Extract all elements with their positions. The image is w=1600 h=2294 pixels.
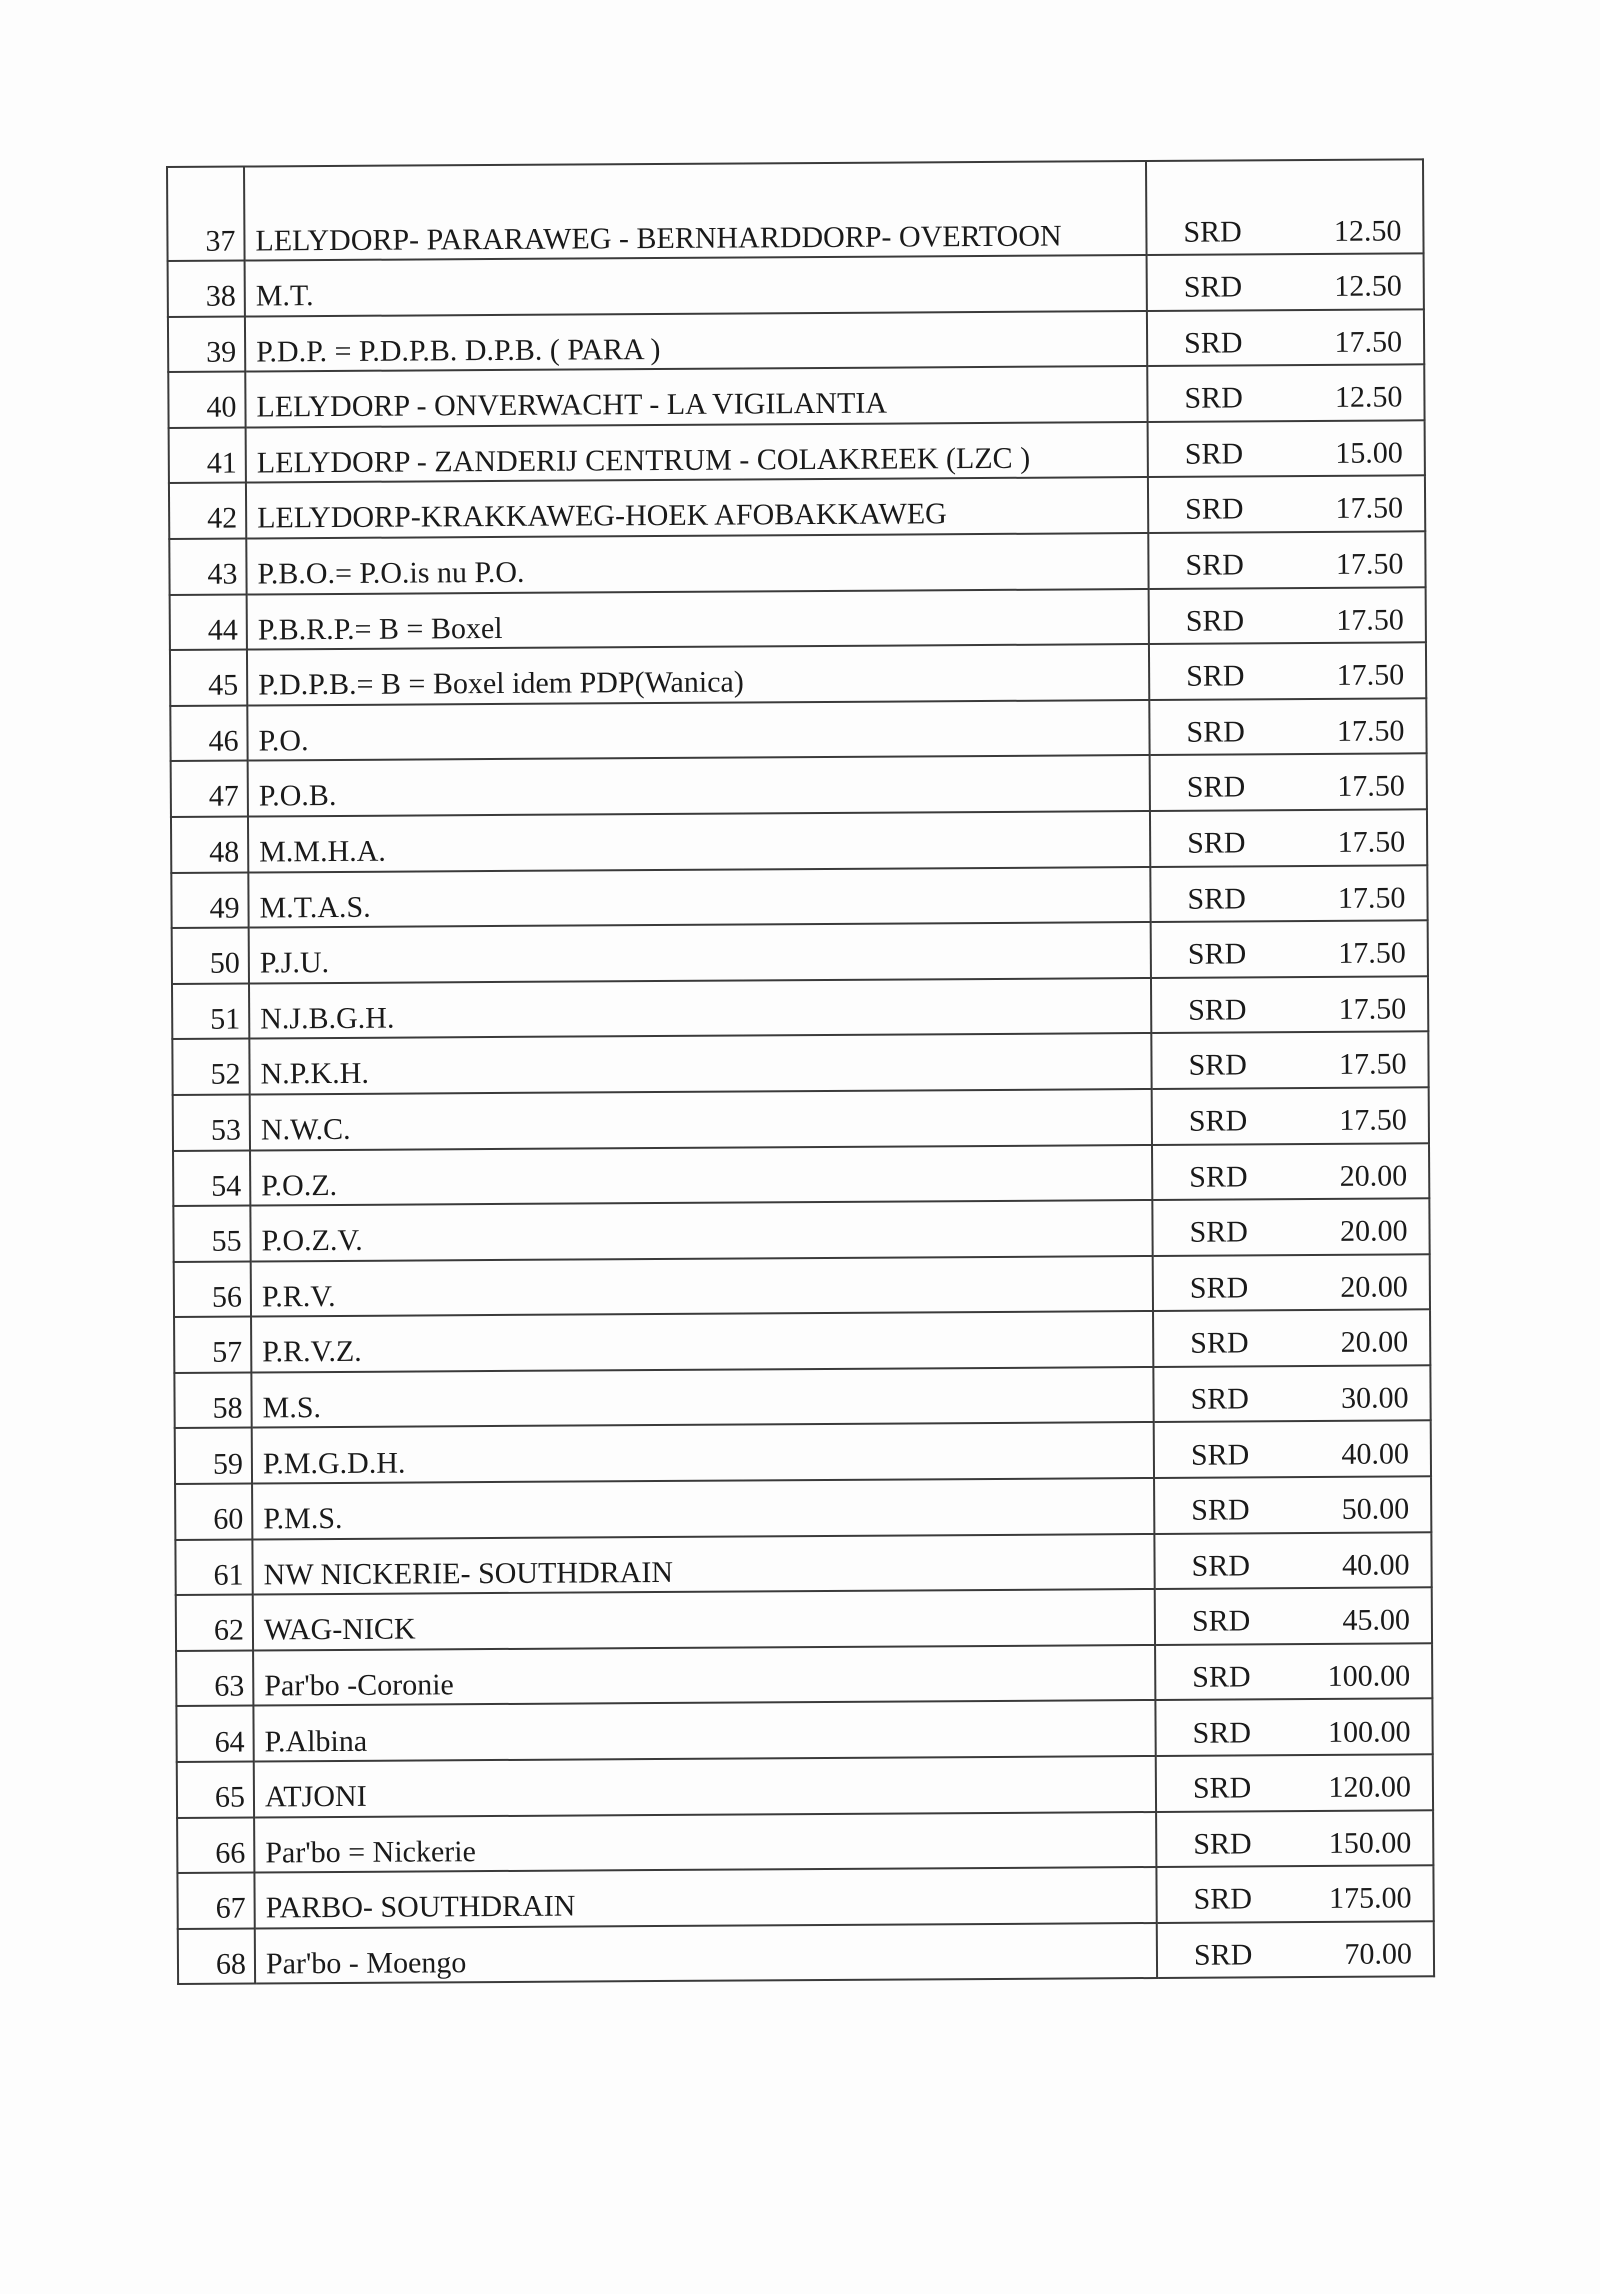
row-number: 39: [168, 316, 245, 372]
table-row: [174, 1254, 1430, 1317]
fare-amount: 17.50: [1337, 825, 1406, 859]
route-name: P.D.P. = P.D.P.B. D.P.B. ( PARA ): [245, 311, 1147, 372]
table-row: [168, 365, 1424, 428]
currency-label: SRD: [1193, 1882, 1253, 1917]
fare-amount: 175.00: [1329, 1881, 1412, 1916]
fare-cell: [1150, 754, 1427, 811]
fare-cell: [1155, 1588, 1432, 1645]
currency-label: SRD: [1183, 214, 1242, 249]
row-number: 64: [176, 1706, 253, 1762]
row-number: 63: [176, 1650, 253, 1706]
currency-label: SRD: [1193, 1827, 1252, 1861]
fare-amount: 20.00: [1339, 1214, 1408, 1249]
row-number: 55: [173, 1206, 250, 1262]
currency-label: SRD: [1192, 1715, 1252, 1750]
currency-label: SRD: [1187, 937, 1247, 971]
fare-cell: [1149, 642, 1426, 699]
currency-label: SRD: [1193, 1938, 1253, 1972]
currency-label: SRD: [1187, 882, 1246, 916]
fare-cell: [1151, 920, 1428, 977]
currency-label: SRD: [1191, 1604, 1251, 1639]
fare-amount: 17.50: [1339, 1103, 1407, 1137]
table-row: [175, 1476, 1431, 1539]
fare-cell: [1147, 365, 1424, 422]
fare-cell: [1155, 1699, 1432, 1756]
row-number: 65: [177, 1762, 254, 1818]
table-row: [175, 1421, 1431, 1484]
fare-cell: [1146, 159, 1424, 255]
fare-cell: [1147, 253, 1424, 310]
fare-amount: 17.50: [1335, 491, 1404, 526]
route-name: LELYDORP - ZANDERIJ CENTRUM - COLAKREEK (LZC ): [246, 422, 1148, 483]
fare-cell: [1154, 1421, 1431, 1478]
row-number: 49: [171, 872, 248, 928]
route-name: P.Albina: [253, 1700, 1155, 1761]
table-row: [171, 865, 1427, 928]
fare-amount: 30.00: [1340, 1381, 1409, 1415]
currency-label: SRD: [1188, 1048, 1247, 1083]
fare-cell: [1150, 809, 1427, 866]
row-number: 57: [174, 1317, 251, 1373]
route-name: P.O.Z.V.: [250, 1200, 1152, 1261]
route-name: PARBO- SOUTHDRAIN: [254, 1867, 1156, 1928]
currency-label: SRD: [1186, 659, 1245, 694]
fare-cell: [1154, 1532, 1431, 1589]
fare-amount: 17.50: [1336, 714, 1405, 748]
row-number: 45: [170, 650, 247, 706]
fare-cell: [1148, 420, 1425, 477]
row-number: 68: [178, 1928, 255, 1984]
table-row: [174, 1365, 1430, 1428]
table-row: [171, 809, 1427, 872]
fare-cell: [1156, 1810, 1433, 1867]
table-row: [172, 920, 1428, 983]
table-row: [176, 1699, 1432, 1762]
table-row: [177, 1866, 1433, 1929]
row-number: 43: [169, 538, 246, 594]
row-number: 40: [168, 372, 245, 428]
fare-amount: 45.00: [1342, 1603, 1411, 1638]
route-name: LELYDORP-KRAKKAWEG-HOEK AFOBAKKAWEG: [246, 477, 1148, 538]
fare-table: [166, 158, 1435, 1985]
table-row: [177, 1810, 1433, 1873]
fare-amount: 17.50: [1336, 658, 1405, 693]
route-name: Par'bo -Coronie: [253, 1645, 1155, 1706]
fare-amount: 20.00: [1340, 1270, 1408, 1304]
route-name: P.R.V.Z.: [251, 1311, 1153, 1372]
table-row: [168, 253, 1424, 316]
route-name: P.J.U.: [249, 922, 1151, 983]
currency-label: SRD: [1186, 770, 1246, 805]
fare-cell: [1153, 1254, 1430, 1311]
currency-label: SRD: [1192, 1771, 1252, 1805]
currency-label: SRD: [1183, 270, 1243, 304]
currency-label: SRD: [1187, 826, 1246, 860]
fare-amount: 100.00: [1327, 1659, 1411, 1693]
fare-amount: 17.50: [1336, 603, 1404, 637]
fare-amount: 20.00: [1340, 1325, 1409, 1360]
route-name: LELYDORP - ONVERWACHT - LA VIGILANTIA: [245, 366, 1147, 427]
row-number: 52: [172, 1039, 249, 1095]
table-row: [176, 1643, 1432, 1706]
table-row: [169, 420, 1425, 483]
route-name: Par'bo - Moengo: [255, 1923, 1157, 1984]
table-row: [172, 976, 1428, 1039]
row-number: 46: [170, 705, 247, 761]
currency-label: SRD: [1189, 1215, 1248, 1249]
fare-cell: [1149, 698, 1426, 755]
fare-cell: [1148, 476, 1425, 533]
row-number: 42: [169, 483, 246, 539]
fare-amount: 120.00: [1328, 1770, 1412, 1805]
route-name: P.R.V.: [251, 1256, 1153, 1317]
currency-label: SRD: [1190, 1382, 1250, 1416]
row-number: 41: [169, 427, 246, 483]
route-name: P.D.P.B.= B = Boxel idem PDP(Wanica): [247, 644, 1149, 705]
row-number: 61: [175, 1539, 252, 1595]
route-name: M.T.A.S.: [248, 867, 1150, 928]
fare-cell: [1153, 1365, 1430, 1422]
route-name: P.M.S.: [252, 1478, 1154, 1539]
currency-label: SRD: [1190, 1326, 1249, 1361]
table-row: [174, 1310, 1430, 1373]
fare-amount: 17.50: [1338, 936, 1406, 971]
row-number: 62: [176, 1595, 253, 1651]
route-name: P.O.Z.: [250, 1144, 1152, 1205]
currency-label: SRD: [1185, 548, 1244, 582]
currency-label: SRD: [1185, 604, 1245, 638]
route-name: P.O.B.: [248, 755, 1150, 816]
table-row: [173, 1143, 1429, 1206]
route-name: N.J.B.G.H.: [249, 978, 1151, 1039]
table-row: [173, 1198, 1429, 1261]
currency-label: SRD: [1185, 492, 1244, 527]
route-name: Par'bo = Nickerie: [254, 1812, 1156, 1873]
row-number: 60: [175, 1484, 252, 1540]
fare-amount: 17.50: [1338, 992, 1407, 1026]
table-row: [173, 1087, 1429, 1150]
row-number: 67: [177, 1873, 254, 1929]
row-number: 53: [173, 1094, 250, 1150]
route-name: P.M.G.D.H.: [252, 1422, 1154, 1483]
fare-cell: [1155, 1643, 1432, 1700]
row-number: 56: [174, 1261, 251, 1317]
currency-label: SRD: [1189, 1160, 1248, 1194]
currency-label: SRD: [1190, 1437, 1250, 1472]
row-number: 54: [173, 1150, 250, 1206]
row-number: 38: [168, 261, 245, 317]
route-name: M.M.H.A.: [248, 811, 1150, 872]
fare-amount: 15.00: [1335, 436, 1403, 470]
currency-label: SRD: [1188, 993, 1247, 1027]
fare-amount: 40.00: [1341, 1436, 1409, 1471]
currency-label: SRD: [1192, 1660, 1251, 1694]
currency-label: SRD: [1188, 1104, 1248, 1138]
fare-cell: [1149, 587, 1426, 644]
route-name: NW NICKERIE- SOUTHDRAIN: [252, 1534, 1154, 1595]
fare-cell: [1148, 531, 1425, 588]
route-name: WAG-NICK: [253, 1589, 1155, 1650]
table-row: [175, 1532, 1431, 1595]
fare-amount: 150.00: [1328, 1826, 1412, 1860]
table-row: [177, 1754, 1433, 1817]
fare-cell: [1152, 1143, 1429, 1200]
row-number: 37: [167, 167, 245, 261]
row-number: 51: [172, 983, 249, 1039]
currency-label: SRD: [1183, 326, 1243, 360]
fare-cell: [1151, 976, 1428, 1033]
fare-amount: 20.00: [1339, 1159, 1408, 1193]
fare-cell: [1157, 1921, 1434, 1978]
table-row: [168, 309, 1424, 372]
fare-cell: [1156, 1754, 1433, 1811]
fare-amount: 17.50: [1337, 881, 1406, 915]
row-number: 59: [175, 1428, 252, 1484]
row-number: 48: [171, 816, 248, 872]
fare-amount: 12.50: [1334, 269, 1402, 303]
fare-cell: [1152, 1198, 1429, 1255]
fare-table-body: [167, 159, 1434, 1984]
fare-amount: 100.00: [1327, 1714, 1411, 1749]
route-name: M.S.: [251, 1367, 1153, 1428]
route-name: P.B.O.= P.O.is nu P.O.: [246, 533, 1148, 594]
fare-cell: [1153, 1310, 1430, 1367]
table-row: [170, 642, 1426, 705]
fare-amount: 17.50: [1334, 325, 1403, 359]
currency-label: SRD: [1186, 715, 1245, 749]
fare-amount: 17.50: [1338, 1047, 1407, 1082]
fare-amount: 70.00: [1344, 1937, 1413, 1971]
fare-cell: [1150, 865, 1427, 922]
row-number: 66: [177, 1817, 254, 1873]
row-number: 58: [174, 1372, 251, 1428]
fare-amount: 17.50: [1337, 769, 1405, 804]
route-name: M.T.: [245, 255, 1147, 316]
table-row: [170, 587, 1426, 650]
fare-amount: 12.50: [1333, 213, 1402, 248]
fare-amount: 50.00: [1341, 1492, 1410, 1526]
fare-cell: [1151, 1032, 1428, 1089]
fare-amount: 40.00: [1341, 1548, 1410, 1582]
route-name: P.O.: [247, 700, 1149, 761]
route-name: P.B.R.P.= B = Boxel: [247, 589, 1149, 650]
fare-amount: 12.50: [1334, 380, 1403, 415]
row-number: 50: [172, 928, 249, 984]
row-number: 44: [170, 594, 247, 650]
table-row: [167, 159, 1424, 261]
route-name: LELYDORP- PARARAWEG - BERNHARDDORP- OVERTOON: [244, 161, 1147, 261]
table-row: [176, 1588, 1432, 1651]
currency-label: SRD: [1191, 1493, 1250, 1527]
fare-amount: 17.50: [1335, 547, 1404, 581]
route-name: N.W.C.: [250, 1089, 1152, 1150]
currency-label: SRD: [1189, 1271, 1249, 1305]
currency-label: SRD: [1184, 437, 1244, 471]
currency-label: SRD: [1191, 1549, 1251, 1583]
table-row: [171, 754, 1427, 817]
route-name: ATJONI: [254, 1756, 1156, 1817]
fare-cell: [1152, 1087, 1429, 1144]
currency-label: SRD: [1184, 381, 1243, 416]
table-row: [169, 531, 1425, 594]
fare-cell: [1147, 309, 1424, 366]
row-number: 47: [171, 761, 248, 817]
fare-cell: [1156, 1866, 1433, 1923]
route-name: N.P.K.H.: [249, 1033, 1151, 1094]
table-row: [172, 1032, 1428, 1095]
table-row: [169, 476, 1425, 539]
fare-cell: [1154, 1476, 1431, 1533]
table-row: [170, 698, 1426, 761]
table-row: [178, 1921, 1434, 1984]
